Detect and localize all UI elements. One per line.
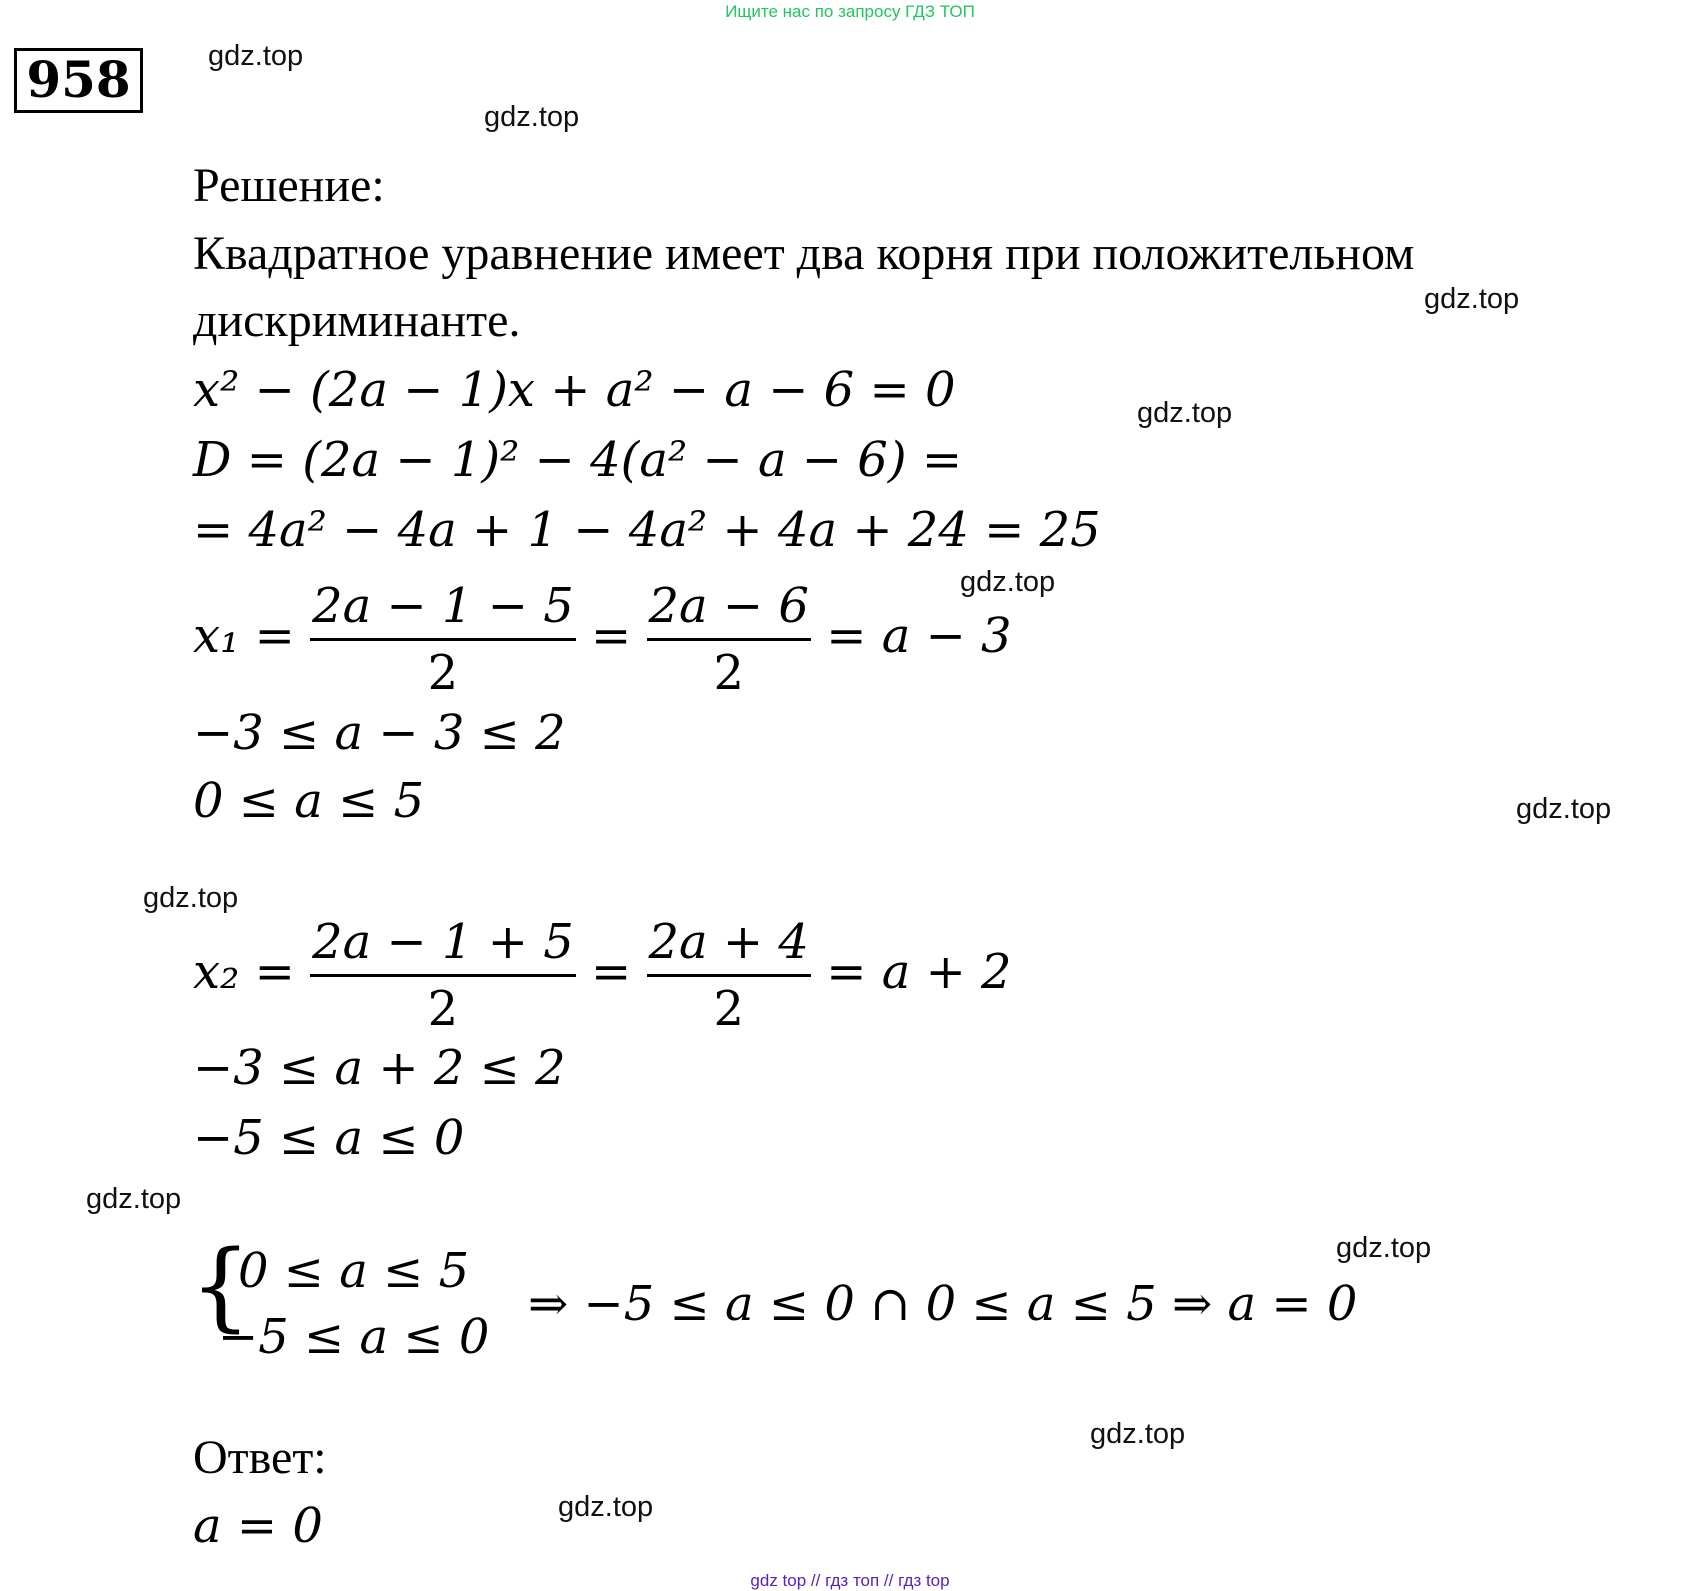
discriminant-line-1: D = (2a − 1)² − 4(a² − a − 6) = xyxy=(193,432,963,488)
watermark: gdz.top xyxy=(960,566,1056,598)
watermark: gdz.top xyxy=(1336,1232,1432,1264)
system-row-1: 0 ≤ a ≤ 5 xyxy=(238,1243,470,1299)
x2-rhs: = a + 2 xyxy=(826,944,1012,1000)
statement-line-1: Квадратное уравнение имеет два корня при положительном xyxy=(193,227,1415,280)
x1-lhs: x₁ = xyxy=(193,608,295,664)
x1-numerator-2: 2a − 6 xyxy=(647,578,811,641)
watermark: gdz.top xyxy=(1516,793,1612,825)
x2-fraction-2 xyxy=(647,914,811,1037)
x2-numerator-1: 2a − 1 + 5 xyxy=(310,914,576,977)
system-row-2: −5 ≤ a ≤ 0 xyxy=(218,1309,490,1365)
watermark: gdz.top xyxy=(484,101,580,133)
bottom-links[interactable]: gdz top // гдз топ // гдз top xyxy=(750,1571,950,1590)
x1-numerator-1: 2a − 1 − 5 xyxy=(310,578,576,641)
x1-equals: = xyxy=(591,608,632,664)
answer-heading: Ответ: xyxy=(193,1431,327,1484)
x2-numerator-2: 2a + 4 xyxy=(647,914,811,977)
x1-fraction-2 xyxy=(647,578,811,701)
watermark: gdz.top xyxy=(143,882,239,914)
task-number-box: 958 xyxy=(14,48,143,113)
quadratic-equation: x² − (2a − 1)x + a² − a − 6 = 0 xyxy=(193,362,956,418)
watermark: gdz.top xyxy=(86,1183,182,1215)
x2-inequality-1: −3 ≤ a + 2 ≤ 2 xyxy=(193,1040,566,1096)
x1-inequality-2: 0 ≤ a ≤ 5 xyxy=(193,773,425,829)
answer-value: a = 0 xyxy=(193,1498,323,1554)
x1-denominator-1: 2 xyxy=(427,645,459,701)
x2-equals: = xyxy=(591,944,632,1000)
watermark: gdz.top xyxy=(1090,1418,1186,1450)
x2-lhs: x₂ = xyxy=(193,944,295,1000)
x1-formula xyxy=(193,578,1012,701)
x1-rhs: = a − 3 xyxy=(826,608,1012,664)
x1-denominator-2: 2 xyxy=(713,645,744,701)
watermark: gdz.top xyxy=(558,1491,654,1523)
watermark: gdz.top xyxy=(1137,397,1233,429)
discriminant-line-2: = 4a² − 4a + 1 − 4a² + 4a + 24 = 25 xyxy=(193,502,1101,558)
watermark: gdz.top xyxy=(208,40,304,72)
top-banner: Ищите нас по запросу ГДЗ ТОП xyxy=(725,2,975,21)
solution-heading: Решение: xyxy=(193,159,385,212)
system-brace: { xyxy=(190,1230,252,1342)
x2-denominator-1: 2 xyxy=(427,981,459,1037)
x2-inequality-2: −5 ≤ a ≤ 0 xyxy=(193,1110,465,1166)
x2-denominator-2: 2 xyxy=(713,981,744,1037)
statement-line-2: дискриминанте. xyxy=(193,294,521,347)
x1-inequality-1: −3 ≤ a − 3 ≤ 2 xyxy=(193,705,566,761)
watermark: gdz.top xyxy=(1424,283,1520,315)
system-result: ⇒ −5 ≤ a ≤ 0 ∩ 0 ≤ a ≤ 5 ⇒ a = 0 xyxy=(528,1276,1358,1332)
x1-fraction-1 xyxy=(310,578,576,701)
x2-formula xyxy=(193,914,1012,1037)
x2-fraction-1 xyxy=(310,914,576,1037)
